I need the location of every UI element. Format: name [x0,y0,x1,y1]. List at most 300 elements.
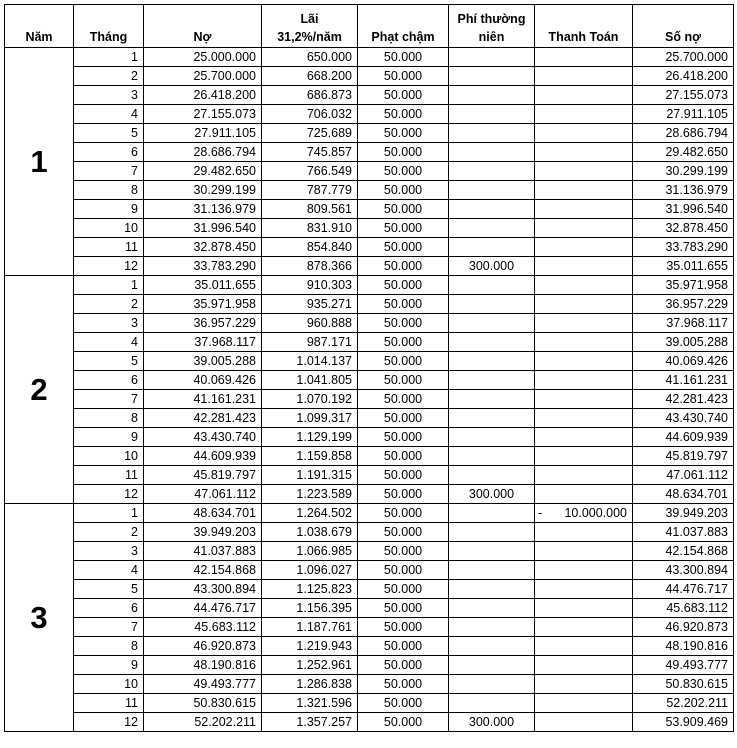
payment-cell [535,485,633,504]
debt-cell: 27.911.105 [144,124,262,143]
late-fee-cell: 50.000 [358,694,449,713]
interest-cell: 1.321.596 [262,694,358,713]
balance-cell: 29.482.650 [633,143,734,162]
interest-cell: 1.252.961 [262,656,358,675]
annual-fee-cell [449,523,535,542]
debt-cell: 39.005.288 [144,352,262,371]
interest-cell: 1.038.679 [262,523,358,542]
table-row [5,580,734,599]
annual-fee-cell [449,580,535,599]
interest-cell: 960.888 [262,314,358,333]
debt-cell: 31.996.540 [144,219,262,238]
late-fee-cell: 50.000 [358,276,449,295]
table-row [5,219,734,238]
debt-cell: 46.920.873 [144,637,262,656]
month-cell: 1 [74,276,144,295]
month-cell: 11 [74,694,144,713]
payment-cell [535,48,633,67]
table-row [5,200,734,219]
interest-cell: 1.129.199 [262,428,358,447]
balance-cell: 47.061.112 [633,466,734,485]
payment-cell [535,561,633,580]
table-row [5,713,734,732]
month-cell: 4 [74,105,144,124]
balance-cell: 46.920.873 [633,618,734,637]
debt-cell: 28.686.794 [144,143,262,162]
debt-cell: 52.202.211 [144,713,262,732]
late-fee-cell: 50.000 [358,447,449,466]
interest-cell: 1.219.943 [262,637,358,656]
table-row [5,485,734,504]
balance-cell: 36.957.229 [633,295,734,314]
interest-cell: 1.014.137 [262,352,358,371]
annual-fee-cell [449,333,535,352]
payment-cell [535,181,633,200]
late-fee-cell: 50.000 [358,181,449,200]
interest-cell: 1.187.761 [262,618,358,637]
balance-cell: 35.011.655 [633,257,734,276]
balance-cell: 37.968.117 [633,314,734,333]
month-cell: 9 [74,428,144,447]
debt-cell: 42.281.423 [144,409,262,428]
payment-sign: - [538,505,543,520]
balance-cell: 26.418.200 [633,67,734,86]
interest-cell: 1.066.985 [262,542,358,561]
annual-fee-cell: 300.000 [449,713,535,732]
balance-cell: 27.155.073 [633,86,734,105]
month-cell: 8 [74,409,144,428]
payment-cell [535,694,633,713]
month-cell: 8 [74,637,144,656]
month-cell: 3 [74,314,144,333]
late-fee-cell: 50.000 [358,162,449,181]
month-cell: 1 [74,504,144,523]
late-fee-cell: 50.000 [358,371,449,390]
annual-fee-cell [449,352,535,371]
debt-cell: 27.155.073 [144,105,262,124]
debt-cell: 37.968.117 [144,333,262,352]
annual-fee-cell [449,561,535,580]
debt-cell: 43.300.894 [144,580,262,599]
debt-cell: 49.493.777 [144,675,262,694]
payment-cell [535,67,633,86]
month-cell: 4 [74,333,144,352]
late-fee-cell: 50.000 [358,48,449,67]
table-row [5,86,734,105]
late-fee-cell: 50.000 [358,580,449,599]
debt-cell: 41.161.231 [144,390,262,409]
annual-fee-cell [449,637,535,656]
table-row [5,276,734,295]
table-row [5,694,734,713]
balance-cell: 28.686.794 [633,124,734,143]
annual-fee-cell [449,618,535,637]
table-row [5,352,734,371]
interest-cell: 1.070.192 [262,390,358,409]
late-fee-cell: 50.000 [358,86,449,105]
month-cell: 10 [74,447,144,466]
interest-cell: 1.264.502 [262,504,358,523]
annual-fee-cell: 300.000 [449,485,535,504]
table-row [5,67,734,86]
payment-cell [535,371,633,390]
header-annual-fee: Phí thường niên [449,5,535,48]
month-cell: 3 [74,542,144,561]
annual-fee-cell [449,238,535,257]
debt-cell: 25.000.000 [144,48,262,67]
balance-cell: 39.949.203 [633,504,734,523]
annual-fee-cell [449,124,535,143]
payment-cell [535,637,633,656]
balance-cell: 35.971.958 [633,276,734,295]
interest-cell: 831.910 [262,219,358,238]
table-row [5,599,734,618]
annual-fee-cell [449,48,535,67]
late-fee-cell: 50.000 [358,314,449,333]
debt-cell: 44.609.939 [144,447,262,466]
payment-cell [535,618,633,637]
payment-cell [535,143,633,162]
header-year: Năm [5,5,74,48]
table-row [5,675,734,694]
annual-fee-cell [449,162,535,181]
debt-cell: 48.190.816 [144,656,262,675]
annual-fee-cell [449,295,535,314]
payment-cell [535,352,633,371]
late-fee-cell: 50.000 [358,504,449,523]
annual-fee-cell [449,219,535,238]
annual-fee-cell [449,105,535,124]
balance-cell: 41.161.231 [633,371,734,390]
late-fee-cell: 50.000 [358,561,449,580]
month-cell: 5 [74,124,144,143]
interest-cell: 650.000 [262,48,358,67]
year-label: 3 [5,504,74,732]
payment-cell [535,390,633,409]
table-row [5,466,734,485]
debt-cell: 40.069.426 [144,371,262,390]
debt-cell: 33.783.290 [144,257,262,276]
balance-cell: 42.281.423 [633,390,734,409]
debt-schedule-table [4,4,734,732]
late-fee-cell: 50.000 [358,143,449,162]
month-cell: 9 [74,200,144,219]
balance-cell: 49.493.777 [633,656,734,675]
interest-cell: 1.286.838 [262,675,358,694]
table-row [5,428,734,447]
payment-cell [535,200,633,219]
payment-cell [535,295,633,314]
interest-cell: 1.041.805 [262,371,358,390]
table-row [5,523,734,542]
balance-cell: 50.830.615 [633,675,734,694]
balance-cell: 31.136.979 [633,181,734,200]
late-fee-cell: 50.000 [358,352,449,371]
late-fee-cell: 50.000 [358,200,449,219]
debt-cell: 35.011.655 [144,276,262,295]
month-cell: 5 [74,352,144,371]
month-cell: 11 [74,466,144,485]
interest-cell: 809.561 [262,200,358,219]
month-cell: 3 [74,86,144,105]
annual-fee-cell [449,143,535,162]
header-balance: Số nợ [633,5,734,48]
interest-cell: 686.873 [262,86,358,105]
table-row [5,409,734,428]
payment-cell [535,523,633,542]
balance-cell: 30.299.199 [633,162,734,181]
month-cell: 10 [74,219,144,238]
month-cell: 12 [74,257,144,276]
balance-cell: 40.069.426 [633,352,734,371]
late-fee-cell: 50.000 [358,599,449,618]
payment-cell [535,86,633,105]
late-fee-cell: 50.000 [358,295,449,314]
month-cell: 9 [74,656,144,675]
late-fee-cell: 50.000 [358,618,449,637]
month-cell: 6 [74,599,144,618]
month-cell: 1 [74,48,144,67]
balance-cell: 43.300.894 [633,561,734,580]
balance-cell: 45.683.112 [633,599,734,618]
table-row [5,124,734,143]
annual-fee-cell [449,409,535,428]
debt-cell: 45.683.112 [144,618,262,637]
table-row [5,105,734,124]
month-cell: 12 [74,485,144,504]
annual-fee-cell [449,504,535,523]
interest-cell: 1.099.317 [262,409,358,428]
payment-cell [535,124,633,143]
balance-cell: 41.037.883 [633,523,734,542]
table-row [5,238,734,257]
interest-cell: 1.156.395 [262,599,358,618]
annual-fee-cell [449,390,535,409]
late-fee-cell: 50.000 [358,333,449,352]
interest-cell: 766.549 [262,162,358,181]
payment-cell [535,580,633,599]
month-cell: 10 [74,675,144,694]
late-fee-cell: 50.000 [358,637,449,656]
table-row [5,618,734,637]
payment-cell [535,504,633,523]
header-late-fee: Phạt chậm [358,5,449,48]
annual-fee-cell [449,656,535,675]
header-payment: Thanh Toán [535,5,633,48]
balance-cell: 25.700.000 [633,48,734,67]
table-row [5,314,734,333]
late-fee-cell: 50.000 [358,485,449,504]
interest-cell: 854.840 [262,238,358,257]
debt-cell: 36.957.229 [144,314,262,333]
interest-cell: 706.032 [262,105,358,124]
annual-fee-cell [449,447,535,466]
payment-cell [535,675,633,694]
header-row [5,5,734,48]
late-fee-cell: 50.000 [358,675,449,694]
late-fee-cell: 50.000 [358,523,449,542]
table-row [5,333,734,352]
balance-cell: 31.996.540 [633,200,734,219]
debt-cell: 25.700.000 [144,67,262,86]
table-row [5,542,734,561]
debt-cell: 39.949.203 [144,523,262,542]
interest-cell: 1.357.257 [262,713,358,732]
interest-cell: 910.303 [262,276,358,295]
header-interest: Lãi 31,2%/năm [262,5,358,48]
interest-cell: 1.159.858 [262,447,358,466]
payment-amount: 10.000.000 [564,505,627,520]
payment-cell [535,542,633,561]
annual-fee-cell [449,200,535,219]
balance-cell: 53.909.469 [633,713,734,732]
interest-cell: 1.096.027 [262,561,358,580]
payment-cell [535,428,633,447]
month-cell: 2 [74,523,144,542]
debt-cell: 41.037.883 [144,542,262,561]
payment-cell [535,713,633,732]
table-row [5,162,734,181]
interest-cell: 668.200 [262,67,358,86]
month-cell: 6 [74,371,144,390]
table-row [5,656,734,675]
table-row [5,48,734,67]
table-row [5,143,734,162]
header-month: Tháng [74,5,144,48]
debt-cell: 42.154.868 [144,561,262,580]
debt-cell: 45.819.797 [144,466,262,485]
annual-fee-cell [449,276,535,295]
balance-cell: 48.190.816 [633,637,734,656]
balance-cell: 27.911.105 [633,105,734,124]
late-fee-cell: 50.000 [358,390,449,409]
annual-fee-cell [449,675,535,694]
month-cell: 12 [74,713,144,732]
month-cell: 5 [74,580,144,599]
table-row [5,295,734,314]
interest-cell: 1.191.315 [262,466,358,485]
annual-fee-cell [449,694,535,713]
late-fee-cell: 50.000 [358,257,449,276]
late-fee-cell: 50.000 [358,713,449,732]
interest-cell: 935.271 [262,295,358,314]
late-fee-cell: 50.000 [358,67,449,86]
balance-cell: 42.154.868 [633,542,734,561]
balance-cell: 45.819.797 [633,447,734,466]
balance-cell: 44.476.717 [633,580,734,599]
debt-cell: 43.430.740 [144,428,262,447]
payment-cell [535,599,633,618]
table-row [5,504,734,523]
interest-cell: 878.366 [262,257,358,276]
table-row [5,637,734,656]
table-row [5,371,734,390]
month-cell: 4 [74,561,144,580]
late-fee-cell: 50.000 [358,409,449,428]
late-fee-cell: 50.000 [358,428,449,447]
balance-cell: 44.609.939 [633,428,734,447]
annual-fee-cell [449,466,535,485]
table-row [5,257,734,276]
payment-cell [535,238,633,257]
debt-cell: 50.830.615 [144,694,262,713]
table-row [5,447,734,466]
payment-cell [535,105,633,124]
interest-cell: 787.779 [262,181,358,200]
annual-fee-cell [449,599,535,618]
month-cell: 7 [74,618,144,637]
payment-cell [535,219,633,238]
late-fee-cell: 50.000 [358,105,449,124]
header-debt: Nợ [144,5,262,48]
annual-fee-cell [449,86,535,105]
table-body [5,48,734,732]
late-fee-cell: 50.000 [358,542,449,561]
month-cell: 2 [74,67,144,86]
month-cell: 8 [74,181,144,200]
table-row [5,561,734,580]
debt-cell: 26.418.200 [144,86,262,105]
late-fee-cell: 50.000 [358,466,449,485]
annual-fee-cell [449,314,535,333]
balance-cell: 52.202.211 [633,694,734,713]
late-fee-cell: 50.000 [358,656,449,675]
interest-cell: 725.689 [262,124,358,143]
payment-cell [535,466,633,485]
payment-cell [535,276,633,295]
payment-cell [535,257,633,276]
debt-cell: 32.878.450 [144,238,262,257]
balance-cell: 32.878.450 [633,219,734,238]
debt-cell: 31.136.979 [144,200,262,219]
annual-fee-cell [449,371,535,390]
month-cell: 7 [74,162,144,181]
interest-cell: 745.857 [262,143,358,162]
payment-cell [535,162,633,181]
annual-fee-cell [449,181,535,200]
annual-fee-cell [449,428,535,447]
debt-cell: 44.476.717 [144,599,262,618]
annual-fee-cell [449,67,535,86]
year-label: 2 [5,276,74,504]
table-row [5,390,734,409]
debt-cell: 35.971.958 [144,295,262,314]
interest-cell: 987.171 [262,333,358,352]
balance-cell: 39.005.288 [633,333,734,352]
month-cell: 11 [74,238,144,257]
payment-cell [535,447,633,466]
payment-cell [535,656,633,675]
annual-fee-cell [449,542,535,561]
late-fee-cell: 50.000 [358,219,449,238]
balance-cell: 48.634.701 [633,485,734,504]
debt-cell: 30.299.199 [144,181,262,200]
payment-cell [535,314,633,333]
table-row [5,181,734,200]
year-label: 1 [5,48,74,276]
interest-cell: 1.223.589 [262,485,358,504]
late-fee-cell: 50.000 [358,238,449,257]
payment-cell [535,409,633,428]
month-cell: 6 [74,143,144,162]
debt-cell: 47.061.112 [144,485,262,504]
month-cell: 2 [74,295,144,314]
debt-cell: 29.482.650 [144,162,262,181]
annual-fee-cell: 300.000 [449,257,535,276]
payment-cell [535,333,633,352]
debt-cell: 48.634.701 [144,504,262,523]
month-cell: 7 [74,390,144,409]
